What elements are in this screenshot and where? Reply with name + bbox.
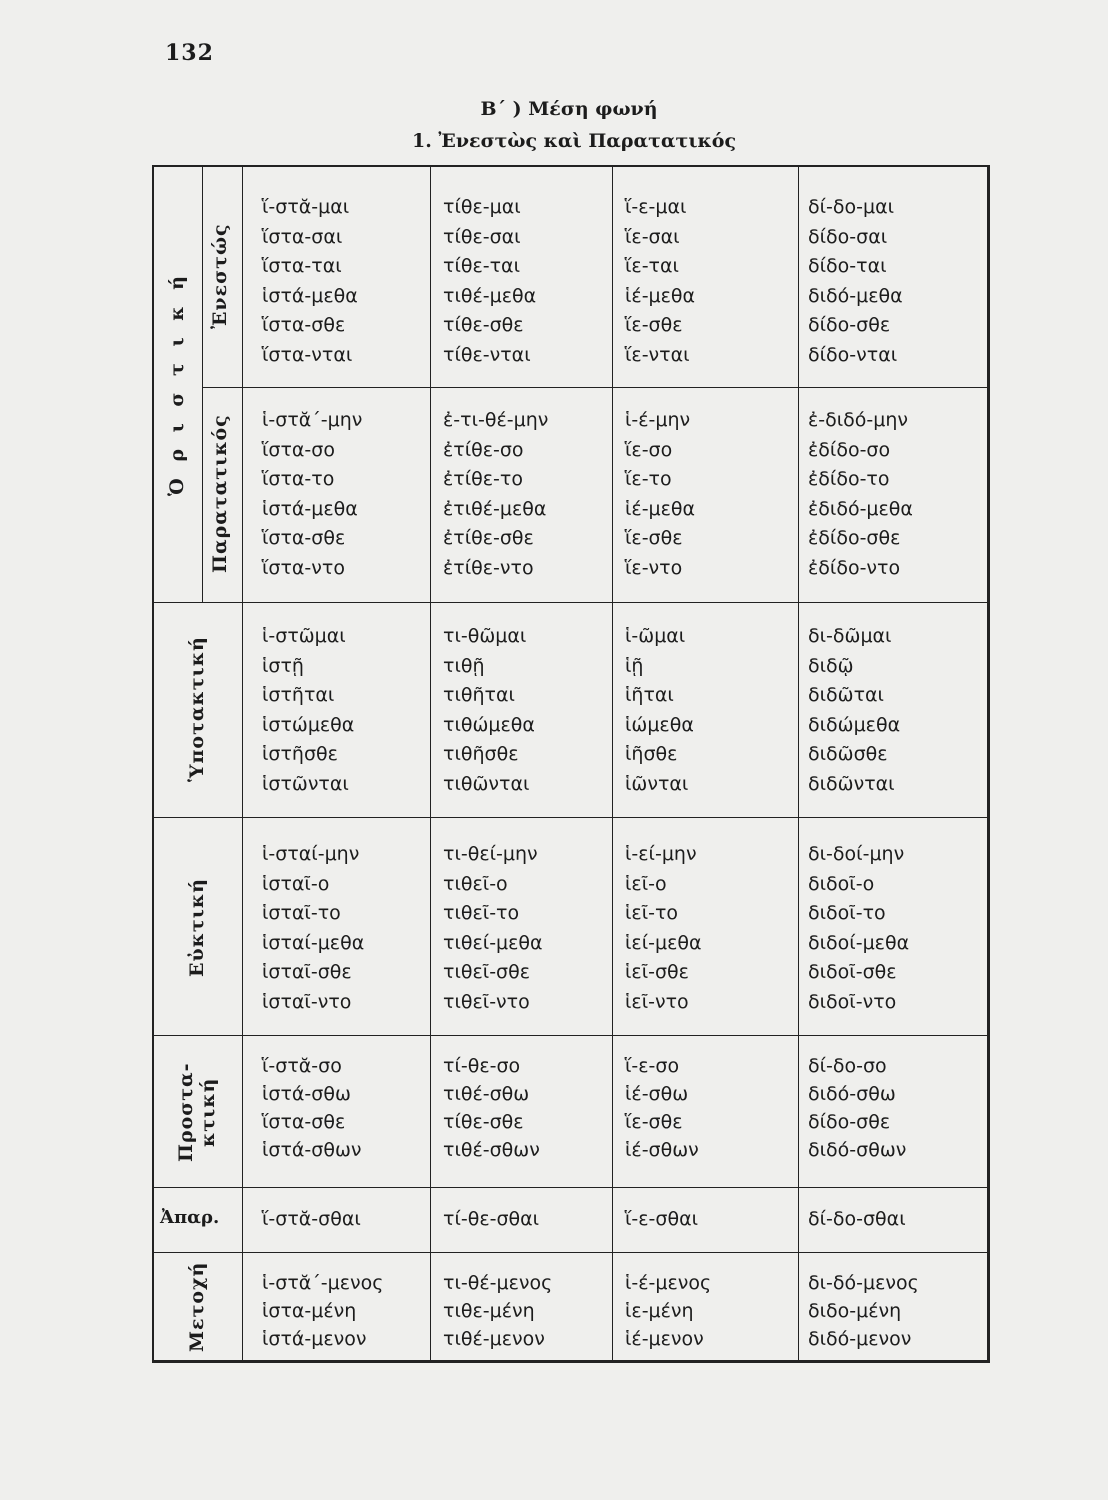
verb-form: διδοῖ-ο bbox=[808, 872, 875, 895]
verb-form: ἱέ-μεθα bbox=[625, 497, 696, 520]
verb-form: ἱέ-σθων bbox=[625, 1139, 699, 1161]
verb-form: διδοί-μεθα bbox=[808, 931, 910, 954]
verb-form: ἐτίθε-σθε bbox=[443, 527, 534, 549]
verb-form: ἱ-στᾰ΄-μενος bbox=[262, 1272, 384, 1294]
verb-form: τιθῆσθε bbox=[443, 743, 519, 765]
verb-form: δίδο-νται bbox=[808, 343, 898, 366]
cell-aparemfato-2 bbox=[443, 1205, 539, 1235]
verb-form: διδό-μενον bbox=[808, 1328, 912, 1350]
verb-form: τίθε-σθε bbox=[443, 314, 524, 336]
verb-form: ἱώμεθα bbox=[625, 713, 694, 736]
section-heading: B΄ ) Μέση φωνή bbox=[480, 98, 658, 120]
verb-form: ἱστῆσθε bbox=[262, 743, 338, 765]
verb-form: διδῶνται bbox=[808, 772, 895, 795]
cell-prostaktiki-3 bbox=[625, 1052, 699, 1164]
verb-form: ἱῆσθε bbox=[625, 743, 678, 765]
verb-form: ἱεῖ-το bbox=[625, 902, 679, 924]
verb-form: ἱσταῖ-ο bbox=[262, 872, 330, 895]
verb-form: ἱε-μένη bbox=[625, 1300, 694, 1322]
row-divider bbox=[154, 1187, 990, 1188]
verb-form: δίδο-σαι bbox=[808, 225, 888, 248]
verb-form: ἵστα-σαι bbox=[262, 225, 343, 248]
section-subheading: 1. Ἐνεστὼς καὶ Παρατατικός bbox=[411, 130, 737, 152]
row-divider bbox=[202, 387, 990, 388]
verb-form: ἐ-τι-θέ-μην bbox=[443, 409, 549, 431]
verb-form: ἱστῶνται bbox=[262, 772, 349, 795]
verb-form: τι-θῶμαι bbox=[443, 625, 527, 647]
verb-form: διδῶται bbox=[808, 684, 884, 706]
cell-enestos-1 bbox=[262, 193, 358, 370]
verb-form: ἱσταί-μεθα bbox=[262, 931, 365, 954]
verb-form: ἱστά-σθων bbox=[262, 1139, 362, 1161]
verb-form: ἱστά-μεθα bbox=[262, 497, 358, 520]
verb-form: ἵ-ε-μαι bbox=[625, 196, 687, 218]
verb-form: τιθεῖ-σθε bbox=[443, 961, 530, 983]
row-divider bbox=[154, 1035, 990, 1036]
verb-form: ἱέ-μεθα bbox=[625, 284, 696, 307]
verb-form: ἵστα-το bbox=[262, 468, 335, 490]
label-ypotaktiki: Ὑποτακτική bbox=[186, 636, 208, 783]
verb-form: ἵε-το bbox=[625, 468, 672, 490]
verb-form: ἱῆται bbox=[625, 684, 674, 706]
verb-form: ἱέ-σθω bbox=[625, 1083, 689, 1105]
verb-form: ἵε-ται bbox=[625, 255, 679, 277]
verb-form: τίθε-μαι bbox=[443, 196, 521, 218]
verb-form: ἐδίδο-ντο bbox=[808, 556, 901, 579]
verb-form: ἐτιθέ-μεθα bbox=[443, 497, 547, 520]
verb-form: τιθεῖ-το bbox=[443, 902, 520, 924]
cell-paratatikos-3 bbox=[625, 406, 695, 583]
label-aparemfato: Ἀπαρ. bbox=[160, 1207, 220, 1228]
verb-form: ἵε-σθε bbox=[625, 314, 683, 336]
verb-form: τιθῶνται bbox=[443, 772, 530, 795]
verb-form: ἱ-ῶμαι bbox=[625, 625, 686, 647]
verb-form: τιθέ-μενον bbox=[443, 1328, 545, 1350]
verb-form: διδῷ bbox=[808, 654, 854, 677]
cell-ypotaktiki-3 bbox=[625, 622, 694, 799]
column-divider bbox=[430, 167, 431, 1363]
verb-form: ἱστά-μεθα bbox=[262, 284, 358, 307]
verb-form: ἐδίδο-το bbox=[808, 468, 890, 490]
cell-prostaktiki-4 bbox=[808, 1052, 906, 1164]
verb-form: ἱστά-μενον bbox=[262, 1328, 367, 1350]
verb-form: ἵ-στᾰ-σο bbox=[262, 1055, 342, 1077]
cell-euktiki-2 bbox=[443, 840, 543, 1017]
verb-form: τι-θεί-μην bbox=[443, 843, 538, 865]
verb-form: ἵε-σο bbox=[625, 438, 673, 461]
verb-form: ἵστα-σθε bbox=[262, 527, 346, 549]
verb-form: ἵστα-σθε bbox=[262, 1111, 346, 1133]
cell-prostaktiki-1 bbox=[262, 1052, 361, 1164]
verb-form: διδο-μένη bbox=[808, 1300, 902, 1322]
cell-euktiki-3 bbox=[625, 840, 702, 1017]
verb-form: ἱέ-μενον bbox=[625, 1328, 704, 1350]
verb-form: τίθε-ται bbox=[443, 255, 521, 277]
column-divider bbox=[242, 167, 243, 1363]
verb-form: ἵε-ντο bbox=[625, 556, 683, 579]
cell-euktiki-4 bbox=[808, 840, 909, 1017]
verb-form: ἱεῖ-σθε bbox=[625, 961, 689, 983]
verb-form: δίδο-σθε bbox=[808, 1111, 891, 1133]
verb-form: διδῶσθε bbox=[808, 743, 888, 765]
verb-form: ἐδίδο-σο bbox=[808, 438, 891, 461]
label-euktiki: Εὐκτική bbox=[186, 878, 208, 977]
verb-form: ἱ-εί-μην bbox=[625, 843, 697, 865]
verb-form: ἱεῖ-ο bbox=[625, 872, 667, 895]
verb-form: ἐδιδό-μεθα bbox=[808, 497, 913, 520]
verb-form: ἵε-σθε bbox=[625, 527, 683, 549]
verb-form: ἱστά-σθω bbox=[262, 1083, 351, 1105]
verb-form: τιθεί-μεθα bbox=[443, 931, 543, 954]
verb-form: διδώμεθα bbox=[808, 713, 901, 736]
verb-form: ἱστώμεθα bbox=[262, 713, 355, 736]
cell-ypotaktiki-1 bbox=[262, 622, 354, 799]
verb-form: δί-δο-μαι bbox=[808, 196, 895, 218]
verb-form: ἵ-ε-σο bbox=[625, 1055, 680, 1077]
verb-form: τιθεῖ-ο bbox=[443, 872, 508, 895]
verb-form: ἵστα-ντο bbox=[262, 556, 345, 579]
verb-form: ἐδίδο-σθε bbox=[808, 527, 901, 549]
cell-metochi-3 bbox=[625, 1269, 711, 1353]
verb-form: ἱῶνται bbox=[625, 772, 689, 795]
verb-form: δι-δῶμαι bbox=[808, 625, 892, 647]
label-enestos: Ἐνεστώς bbox=[209, 223, 231, 329]
verb-form: τιθῇ bbox=[443, 654, 485, 677]
verb-form: τίθε-σθε bbox=[443, 1111, 524, 1133]
cell-ypotaktiki-4 bbox=[808, 622, 900, 799]
cell-enestos-4 bbox=[808, 193, 903, 370]
verb-form: τίθε-σαι bbox=[443, 225, 521, 248]
row-divider bbox=[154, 602, 990, 603]
label-oristiki: Ὁ ρ ι σ τ ι κ ή bbox=[166, 271, 188, 496]
verb-form: τιθώμεθα bbox=[443, 713, 535, 736]
verb-form: ἱ-στᾰ΄-μην bbox=[262, 409, 363, 431]
verb-form: ἱ-σταί-μην bbox=[262, 843, 360, 865]
verb-form: τίθε-νται bbox=[443, 343, 531, 366]
cell-paratatikos-2 bbox=[443, 406, 548, 583]
verb-form: δίδο-σθε bbox=[808, 314, 891, 336]
page-number: 132 bbox=[165, 40, 214, 66]
verb-form: ἐτίθε-σο bbox=[443, 438, 524, 461]
verb-form: διδό-σθω bbox=[808, 1083, 896, 1105]
verb-form: ἵε-σθε bbox=[625, 1111, 683, 1133]
cell-aparemfato-1 bbox=[262, 1205, 361, 1235]
label-metochi: Μετοχή bbox=[186, 1261, 208, 1353]
verb-form: ἱ-έ-μην bbox=[625, 409, 691, 431]
cell-paratatikos-4 bbox=[808, 406, 913, 583]
verb-form: τί-θε-σο bbox=[443, 1055, 521, 1077]
cell-aparemfato-3 bbox=[625, 1205, 698, 1235]
row-divider bbox=[154, 1252, 990, 1253]
cell-aparemfato-4 bbox=[808, 1205, 906, 1235]
verb-form: ἱῇ bbox=[625, 654, 644, 677]
cell-enestos-2 bbox=[443, 193, 536, 370]
verb-form: διδοῖ-σθε bbox=[808, 961, 897, 983]
cell-ypotaktiki-2 bbox=[443, 622, 535, 799]
verb-form: ἱστῆται bbox=[262, 684, 335, 706]
verb-form: ἱσταῖ-ντο bbox=[262, 990, 352, 1013]
verb-form: διδό-σθων bbox=[808, 1139, 907, 1161]
verb-form: δί-δο-σθαι bbox=[808, 1208, 906, 1230]
verb-form: τιθέ-μεθα bbox=[443, 284, 537, 307]
cell-metochi-2 bbox=[443, 1269, 552, 1353]
cell-metochi-4 bbox=[808, 1269, 919, 1353]
verb-form: διδό-μεθα bbox=[808, 284, 903, 307]
verb-form: ἱσταῖ-σθε bbox=[262, 961, 352, 983]
verb-form: τιθε-μένη bbox=[443, 1300, 535, 1322]
verb-form: ἐ-διδό-μην bbox=[808, 409, 909, 431]
cell-prostaktiki-2 bbox=[443, 1052, 540, 1164]
verb-form: ἵστα-σο bbox=[262, 438, 335, 461]
verb-form: ἵστα-ται bbox=[262, 255, 342, 277]
row-divider bbox=[154, 817, 990, 818]
verb-form: ἵε-σαι bbox=[625, 225, 680, 248]
verb-form: διδοῖ-ντο bbox=[808, 990, 897, 1013]
verb-form: τι-θέ-μενος bbox=[443, 1272, 553, 1294]
verb-form: ἵστα-σθε bbox=[262, 314, 346, 336]
verb-form: ἐτίθε-ντο bbox=[443, 556, 534, 579]
verb-form: ἱ-στῶμαι bbox=[262, 625, 346, 647]
column-divider bbox=[798, 167, 799, 1363]
verb-form: τί-θε-σθαι bbox=[443, 1208, 540, 1230]
verb-form: δι-δό-μενος bbox=[808, 1272, 919, 1294]
verb-form: ἱεί-μεθα bbox=[625, 931, 702, 954]
verb-form: ἵστα-νται bbox=[262, 343, 353, 366]
verb-form: τιθέ-σθων bbox=[443, 1139, 540, 1161]
verb-form: ἐτίθε-το bbox=[443, 468, 523, 490]
verb-form: ἱσταῖ-το bbox=[262, 902, 341, 924]
verb-form: ἱ-έ-μενος bbox=[625, 1272, 712, 1294]
verb-form: τιθῆται bbox=[443, 684, 515, 706]
verb-form: ἵ-στᾰ-μαι bbox=[262, 196, 350, 218]
verb-form: ἱεῖ-ντο bbox=[625, 990, 689, 1013]
verb-form: ἱστῇ bbox=[262, 654, 304, 677]
cell-metochi-1 bbox=[262, 1269, 383, 1353]
cell-euktiki-1 bbox=[262, 840, 364, 1017]
label-paratatikos: Παρατατικός bbox=[209, 414, 231, 573]
column-divider bbox=[612, 167, 613, 1363]
verb-form: ἵε-νται bbox=[625, 343, 690, 366]
verb-form: ἵ-στᾰ-σθαι bbox=[262, 1208, 361, 1230]
verb-form: δι-δοί-μην bbox=[808, 843, 905, 865]
verb-form: δίδο-ται bbox=[808, 255, 887, 277]
cell-paratatikos-1 bbox=[262, 406, 362, 583]
cell-enestos-3 bbox=[625, 193, 695, 370]
verb-form: δί-δο-σο bbox=[808, 1055, 887, 1077]
verb-form: διδοῖ-το bbox=[808, 902, 886, 924]
verb-form: τιθέ-σθω bbox=[443, 1083, 530, 1105]
verb-form: ἵ-ε-σθαι bbox=[625, 1208, 699, 1230]
verb-form: τιθεῖ-ντο bbox=[443, 990, 530, 1013]
verb-form: ἱστα-μένη bbox=[262, 1300, 357, 1322]
label-prostaktiki: Προστα- κτική bbox=[175, 1062, 219, 1162]
